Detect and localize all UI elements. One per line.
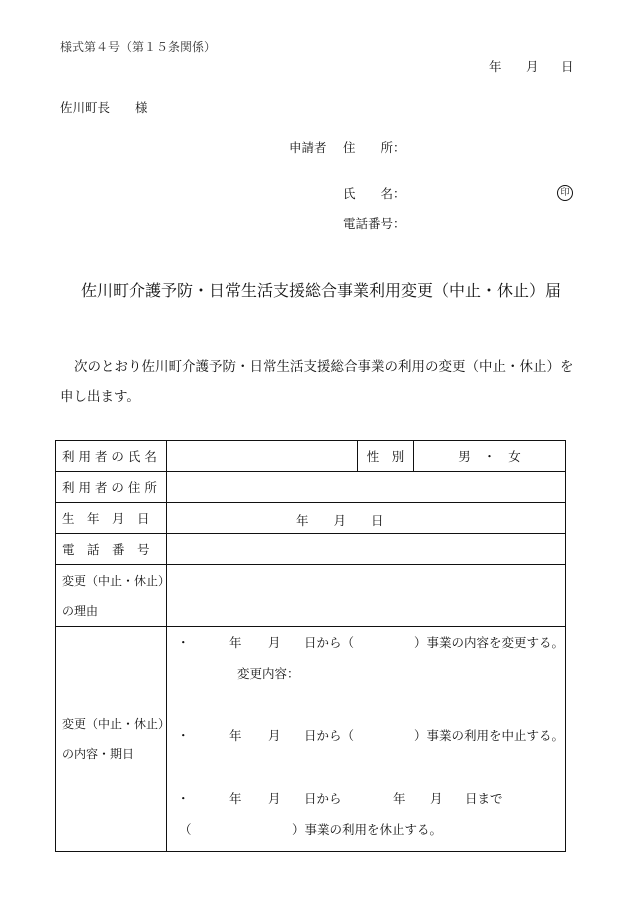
intro-line-2: 申し出ます。 xyxy=(60,389,140,405)
birthdate-label: 生 年 月 日 xyxy=(56,503,167,534)
option-pause-year: 年 xyxy=(229,791,242,806)
option-pause-open: （ xyxy=(179,822,192,837)
gender-options[interactable]: 男 ・ 女 xyxy=(414,441,566,472)
applicant-name-label: 氏 名： xyxy=(343,186,406,201)
user-address-label: 利 用 者 の 住 所 xyxy=(56,472,167,503)
content-label: 変更（中止・休止） の内容・期日 xyxy=(56,627,167,852)
option-change-bullet: ・ xyxy=(177,635,190,650)
phone-label: 電 話 番 号 xyxy=(56,534,167,565)
date-month-label: 月 xyxy=(526,59,539,74)
option-pause-month: 月 xyxy=(268,791,281,806)
option-change-close: ）事業の内容を変更する。 xyxy=(414,635,565,650)
table-row-reason xyxy=(56,565,566,627)
option-pause-bullet: ・ xyxy=(177,791,190,806)
date-year-label: 年 xyxy=(489,59,502,74)
content-field[interactable] xyxy=(167,627,566,852)
option-pause-close: ）事業の利用を休止する。 xyxy=(292,822,443,837)
option-change-month: 月 xyxy=(268,635,281,650)
user-name-label: 利 用 者 の 氏 名 xyxy=(56,441,167,472)
addressee: 佐川町長 様 xyxy=(60,100,148,115)
table-row-address xyxy=(56,472,566,503)
applicant-label: 申請者 xyxy=(289,140,327,155)
option-pause-year2: 年 xyxy=(393,791,406,806)
document-title: 佐川町介護予防・日常生活支援総合事業利用変更（中止・休止）届 xyxy=(81,281,562,300)
change-detail-label: 変更内容： xyxy=(237,666,300,681)
option-stop-close: ）事業の利用を中止する。 xyxy=(414,728,565,743)
option-stop-from: 日から（ xyxy=(304,728,355,743)
table-row-phone xyxy=(56,534,566,565)
birthdate-field[interactable] xyxy=(167,503,566,534)
user-name-field[interactable] xyxy=(167,441,358,472)
seal-icon: 印 xyxy=(557,183,573,201)
option-stop-month: 月 xyxy=(268,728,281,743)
table-row-content xyxy=(56,627,566,852)
table-row-birthdate xyxy=(56,503,566,534)
reason-field[interactable] xyxy=(167,565,566,627)
intro-line-1: 次のとおり佐川町介護予防・日常生活支援総合事業の利用の変更（中止・休止）を xyxy=(74,359,574,375)
option-pause-until: 日まで xyxy=(465,791,503,806)
phone-field[interactable] xyxy=(167,534,566,565)
option-change-from: 日から（ xyxy=(304,635,355,650)
applicant-phone-label: 電話番号： xyxy=(343,216,406,231)
gender-label: 性 別 xyxy=(358,441,414,472)
user-address-field[interactable] xyxy=(167,472,566,503)
birthdate-value: 年 月 日 xyxy=(296,513,384,528)
option-change-year: 年 xyxy=(229,635,242,650)
option-pause-month2: 月 xyxy=(430,791,443,806)
date-day-label: 日 xyxy=(561,59,574,74)
option-pause-from: 日から xyxy=(304,791,342,806)
option-stop-bullet: ・ xyxy=(177,728,190,743)
table-row-name xyxy=(56,441,566,472)
form-number: 様式第４号（第１５条関係） xyxy=(60,40,217,54)
application-table xyxy=(55,440,566,852)
reason-label: 変更（中止・休止） の理由 xyxy=(56,565,167,627)
applicant-address-label: 住 所： xyxy=(343,140,406,155)
option-stop-year: 年 xyxy=(229,728,242,743)
